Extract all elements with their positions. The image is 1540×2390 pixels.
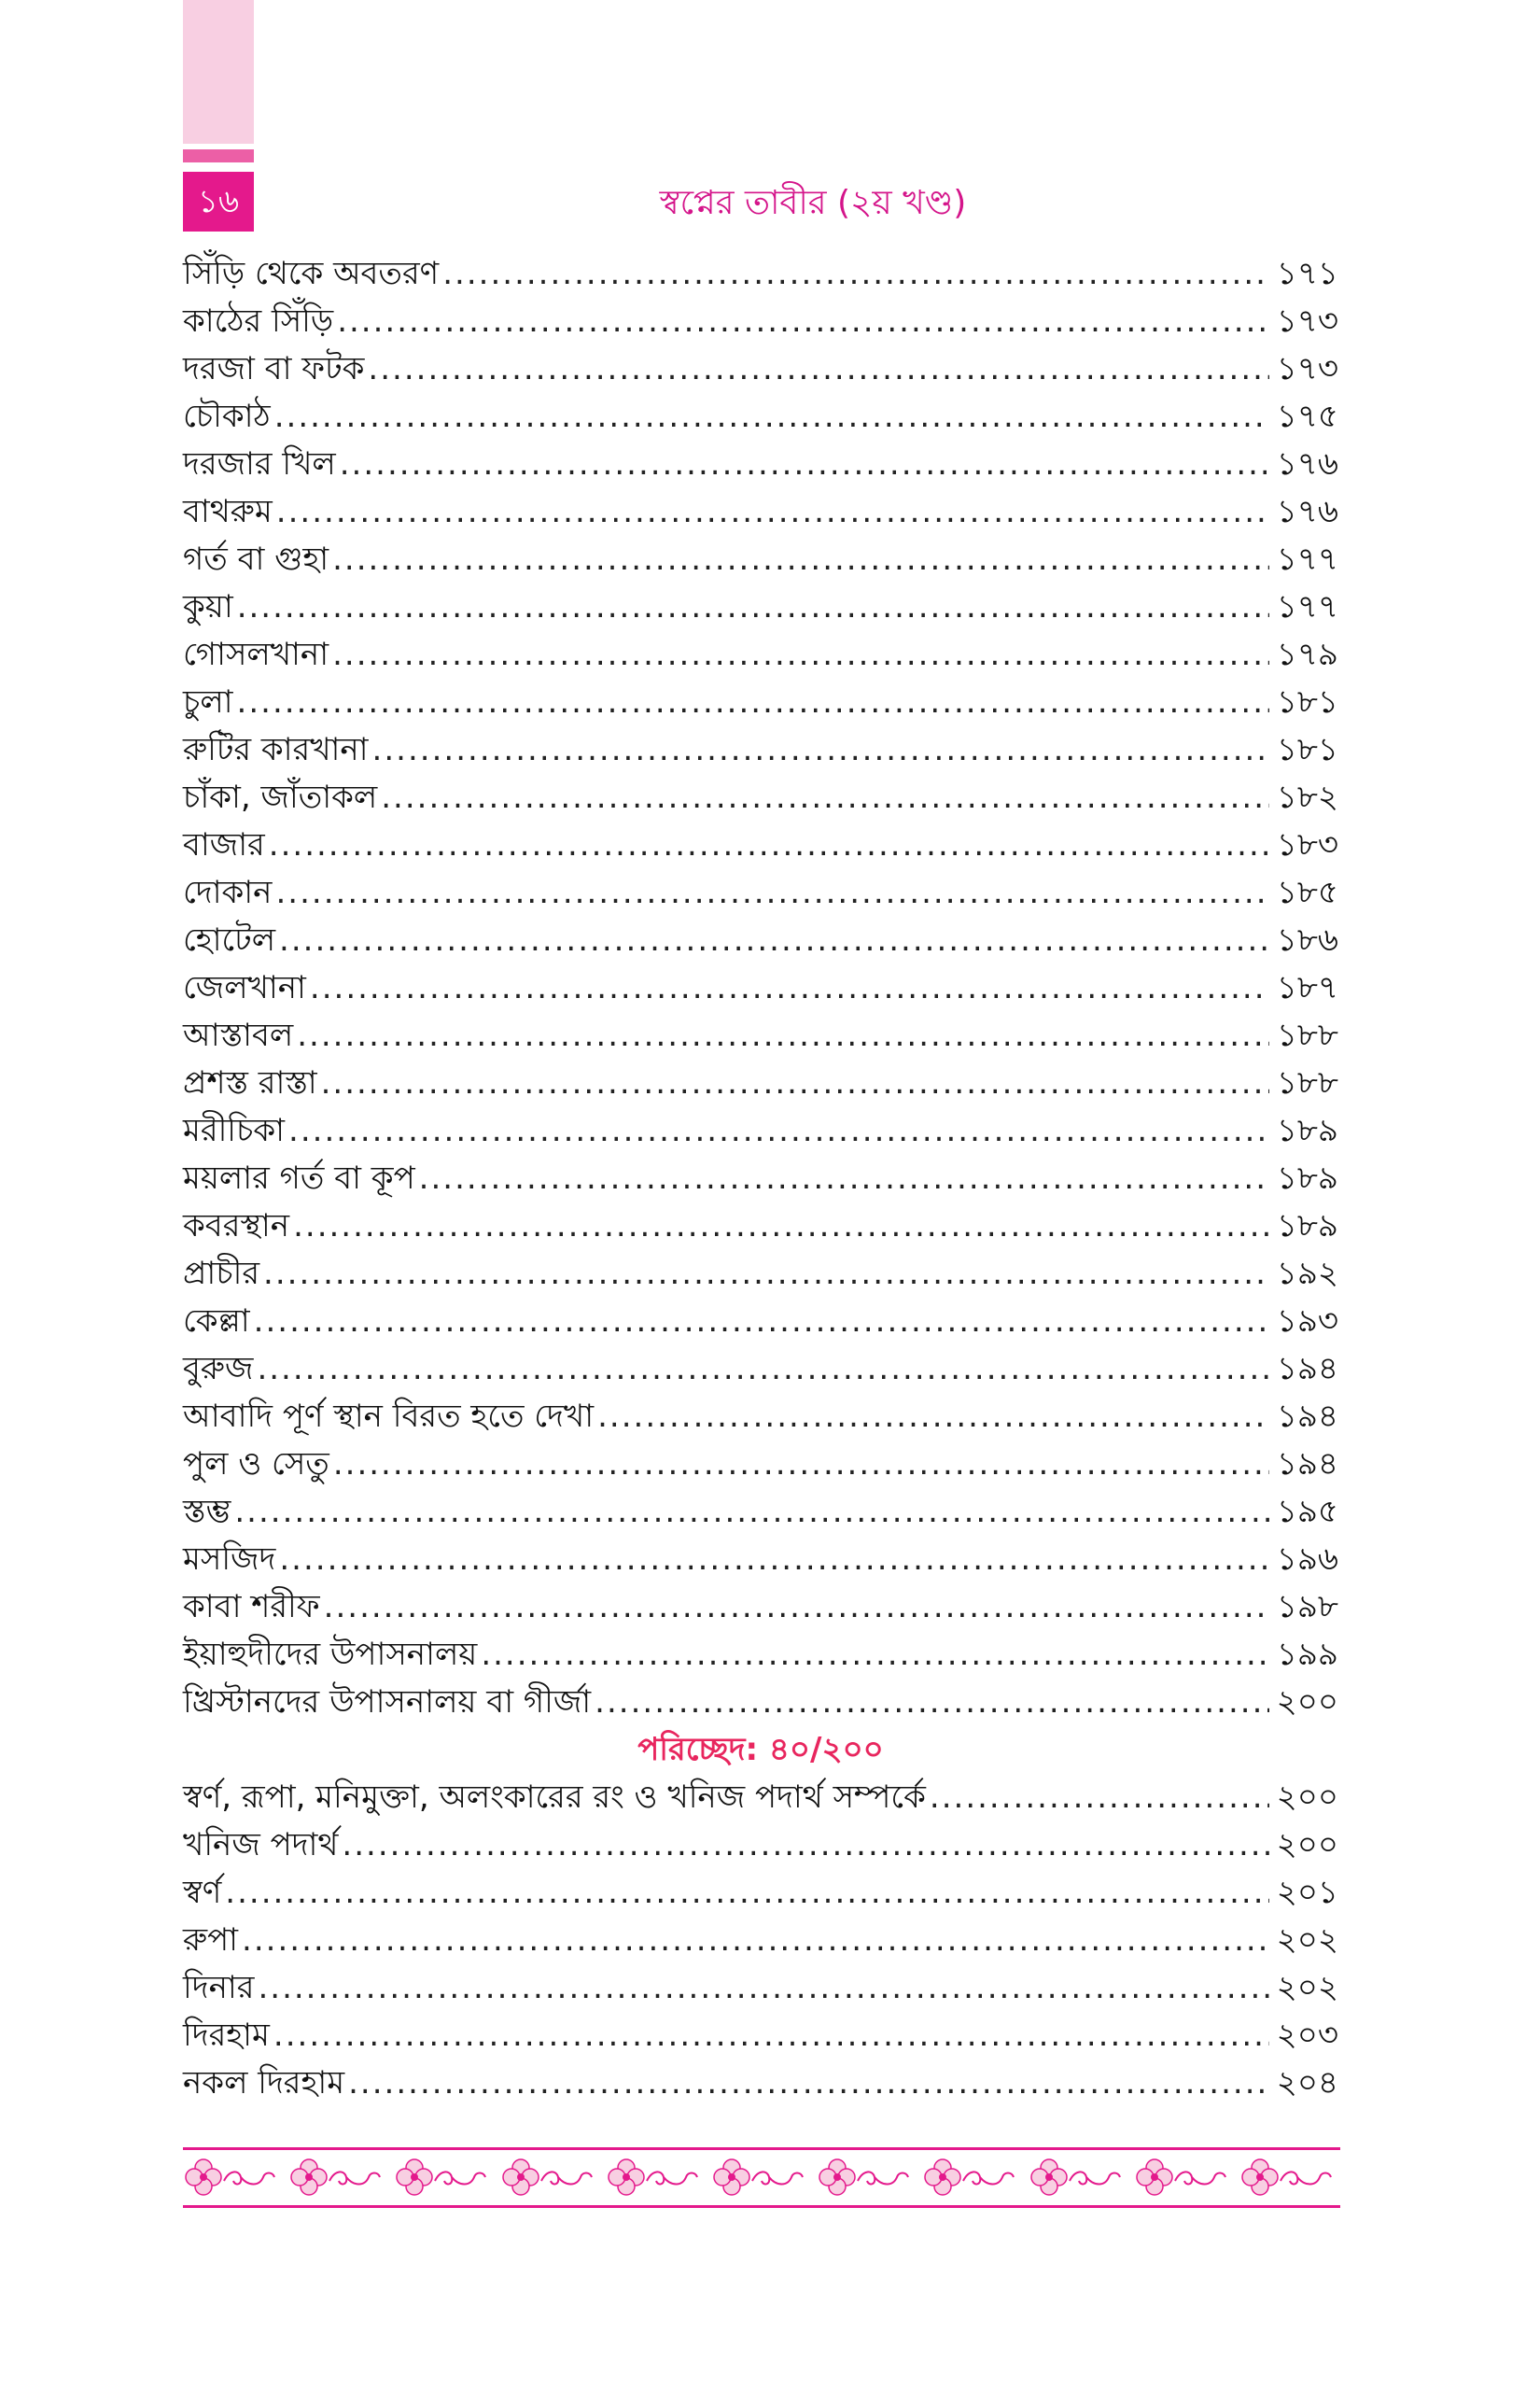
dot-leader: [258, 1964, 1269, 2012]
dot-leader: [234, 1488, 1269, 1536]
ornament-top-rule: [183, 2147, 1340, 2150]
dot-leader: [595, 1679, 1269, 1726]
toc-entry-page: ১৭৭: [1276, 588, 1338, 626]
table-of-contents: [183, 250, 1338, 2107]
toc-entry-page: ১৯৪: [1276, 1398, 1338, 1435]
toc-entry: [183, 2060, 1338, 2107]
toc-entry: [183, 1631, 1338, 1679]
toc-entry: [183, 393, 1338, 441]
toc-entry-page: ১৮৯: [1276, 1207, 1338, 1244]
toc-entry-title: স্তম্ভ: [183, 1493, 231, 1530]
dot-leader: [442, 250, 1269, 298]
toc-entry: [183, 631, 1338, 679]
toc-entry-page: ১৭৬: [1276, 493, 1338, 530]
dot-leader: [342, 1821, 1269, 1869]
toc-entry-page: ১৮৯: [1276, 1112, 1338, 1149]
toc-entry-title: কেল্লা: [183, 1302, 250, 1340]
running-title: স্বপ্নের তাবীর (২য় খণ্ড): [659, 184, 967, 222]
toc-entry-title: পুল ও সেতু: [183, 1445, 329, 1483]
toc-entry: [183, 1393, 1338, 1441]
flower-scroll-icon: [606, 2157, 707, 2198]
dot-leader: [381, 774, 1269, 822]
dot-leader: [279, 1536, 1269, 1583]
toc-entry: [183, 1155, 1338, 1202]
dot-leader: [597, 1393, 1269, 1441]
page-number: ১৬: [183, 172, 254, 232]
toc-entry-page: ১৮৫: [1276, 874, 1338, 911]
ornament-bottom-rule: [183, 2205, 1340, 2208]
toc-entry-title: কাবা শরীফ: [183, 1588, 320, 1625]
toc-entry-title: মসজিদ: [183, 1540, 276, 1578]
toc-entry: [183, 1536, 1338, 1583]
toc-entry-title: বুরুজ: [183, 1350, 254, 1387]
toc-entry-page: ২০০: [1276, 1683, 1338, 1721]
dot-leader: [273, 2012, 1269, 2060]
toc-entry-title: বাজার: [183, 826, 265, 864]
toc-entry: [183, 345, 1338, 393]
dot-leader: [368, 345, 1269, 393]
dot-leader: [419, 1155, 1269, 1202]
toc-entry-page: ২০৪: [1276, 2064, 1338, 2102]
dot-leader: [288, 1107, 1269, 1155]
toc-entry: [183, 1060, 1338, 1107]
dot-leader: [324, 1583, 1269, 1631]
flower-scroll-icon: [711, 2157, 812, 2198]
toc-entry-page: ১৭১: [1276, 255, 1338, 292]
toc-entry: [183, 1107, 1338, 1155]
toc-entry-page: ১৯৪: [1276, 1445, 1338, 1483]
toc-entry: [183, 1345, 1338, 1393]
dot-leader: [237, 583, 1269, 631]
toc-entry-title: মরীচিকা: [183, 1112, 286, 1149]
toc-entry: [183, 1583, 1338, 1631]
flower-scroll-icon: [183, 2157, 284, 2198]
toc-entry: [183, 964, 1338, 1012]
toc-entry: [183, 917, 1338, 964]
toc-entry-page: ১৯৪: [1276, 1350, 1338, 1387]
toc-entry-page: ১৮৬: [1276, 921, 1338, 959]
toc-entry: [183, 1679, 1338, 1726]
toc-entry: [183, 1250, 1338, 1298]
toc-entry-page: ১৯৫: [1276, 1493, 1338, 1530]
toc-entry-title: হোটেল: [183, 921, 276, 959]
flower-scroll-icon: [288, 2157, 389, 2198]
toc-entry-title: দোকান: [183, 874, 273, 911]
toc-entry: [183, 869, 1338, 917]
toc-entry-title: দরজার খিল: [183, 445, 336, 483]
toc-entry: [183, 1964, 1338, 2012]
toc-entry-page: ১৭৩: [1276, 302, 1338, 340]
header-tab-decoration: [183, 0, 254, 144]
flower-scroll-icon: [1239, 2157, 1340, 2198]
toc-entry-page: ১৮৮: [1276, 1017, 1338, 1054]
flower-scroll-icon: [500, 2157, 601, 2198]
toc-entry-title: চুলা: [183, 683, 233, 721]
toc-entry-title: কবরস্থান: [183, 1207, 290, 1244]
dot-leader: [293, 1202, 1269, 1250]
toc-entry-page: ২০৩: [1276, 2017, 1338, 2054]
toc-entry-page: ১৭৭: [1276, 541, 1338, 578]
toc-entry-page: ২০০: [1276, 1778, 1338, 1816]
dot-leader: [242, 1917, 1269, 1964]
dot-leader: [332, 536, 1269, 583]
toc-entry: [183, 774, 1338, 822]
toc-entry-page: ১৮১: [1276, 683, 1338, 721]
toc-entry-page: ১৯৮: [1276, 1588, 1338, 1625]
toc-entry-title: গোসলখানা: [183, 636, 329, 673]
dot-leader: [279, 917, 1269, 964]
toc-entry: [183, 1774, 1338, 1821]
flower-scroll-icon: [394, 2157, 495, 2198]
header-tab-stripe: [183, 149, 254, 162]
toc-entry: [183, 298, 1338, 345]
toc-entry-title: প্রশস্ত রাস্তা: [183, 1064, 317, 1102]
toc-entry-page: ১৯২: [1276, 1255, 1338, 1292]
toc-entry: [183, 679, 1338, 726]
toc-entry: [183, 1441, 1338, 1488]
dot-leader: [237, 679, 1269, 726]
toc-entry-page: ১৮৩: [1276, 826, 1338, 864]
toc-entry-title: আবাদি পূর্ণ স্থান বিরত হতে দেখা: [183, 1398, 595, 1435]
toc-entry-title: নকল দিরহাম: [183, 2064, 345, 2102]
toc-list: [183, 1774, 1338, 2107]
toc-entry: [183, 1202, 1338, 1250]
toc-entry: [183, 488, 1338, 536]
toc-entry: [183, 726, 1338, 774]
toc-entry: [183, 822, 1338, 869]
dot-leader: [332, 631, 1269, 679]
flower-scroll-icon: [817, 2157, 917, 2198]
toc-entry-title: আস্তাবল: [183, 1017, 294, 1054]
toc-entry: [183, 1917, 1338, 1964]
toc-entry-title: বাথরুম: [183, 493, 273, 530]
toc-entry: [183, 441, 1338, 488]
toc-entry: [183, 2012, 1338, 2060]
dot-leader: [340, 441, 1269, 488]
toc-entry-page: ১৮১: [1276, 731, 1338, 768]
toc-list: [183, 250, 1338, 1726]
toc-entry: [183, 1298, 1338, 1345]
toc-entry-page: ১৯৯: [1276, 1636, 1338, 1673]
toc-entry-title: চৌকাঠ: [183, 398, 271, 435]
toc-entry-page: ১৭৩: [1276, 350, 1338, 387]
toc-entry-title: জেলখানা: [183, 969, 306, 1006]
toc-entry-title: প্রাচীর: [183, 1255, 260, 1292]
dot-leader: [275, 869, 1269, 917]
toc-entry-title: দরজা বা ফটক: [183, 350, 365, 387]
toc-entry-title: দিরহাম: [183, 2017, 270, 2054]
toc-entry-page: ১৯৩: [1276, 1302, 1338, 1340]
dot-leader: [276, 488, 1269, 536]
dot-leader: [263, 1250, 1269, 1298]
dot-leader: [321, 1060, 1269, 1107]
dot-leader: [930, 1774, 1269, 1821]
flower-scroll-icon: [1134, 2157, 1235, 2198]
toc-entry: [183, 1012, 1338, 1060]
toc-entry-title: সিঁড়ি থেকে অবতরণ: [183, 255, 440, 292]
toc-entry-title: দিনার: [183, 1969, 255, 2006]
dot-leader: [337, 298, 1269, 345]
toc-entry-page: ১৭৯: [1276, 636, 1338, 673]
dot-leader: [310, 964, 1269, 1012]
toc-entry-page: ১৮৭: [1276, 969, 1338, 1006]
toc-entry-title: খনিজ পদার্থ: [183, 1826, 339, 1863]
dot-leader: [297, 1012, 1269, 1060]
flower-scroll-icon: [1029, 2157, 1129, 2198]
toc-entry: [183, 1869, 1338, 1917]
toc-entry-title: স্বর্ণ: [183, 1874, 222, 1911]
toc-entry-title: চাঁকা, জাঁতাকল: [183, 779, 378, 816]
toc-entry-page: ১৯৬: [1276, 1540, 1338, 1578]
flower-scroll-icon: [922, 2157, 1023, 2198]
dot-leader: [372, 726, 1269, 774]
toc-entry-title: রুপা: [183, 1921, 239, 1959]
toc-entry-title: কাঠের সিঁড়ি: [183, 302, 334, 340]
toc-entry-title: স্বর্ণ, রূপা, মনিমুক্তা, অলংকারের রং ও খনিজ পদার্থ সম্পর্কে: [183, 1778, 926, 1816]
dot-leader: [481, 1631, 1269, 1679]
dot-leader: [274, 393, 1269, 441]
toc-entry-page: ১৭৫: [1276, 398, 1338, 435]
toc-entry-title: ময়লার গর্ত বা কূপ: [183, 1160, 415, 1197]
dot-leader: [225, 1869, 1269, 1917]
toc-entry-title: রুটির কারখানা: [183, 731, 369, 768]
section-heading: পরিচ্ছেদ: ৪০/২০০: [637, 1731, 884, 1768]
footer-ornament: [183, 2153, 1340, 2201]
toc-entry-page: ২০১: [1276, 1874, 1338, 1911]
toc-entry-title: ইয়াহুদীদের উপাসনালয়: [183, 1636, 478, 1673]
toc-entry: [183, 1821, 1338, 1869]
toc-entry-page: ২০২: [1276, 1921, 1338, 1959]
toc-entry: [183, 583, 1338, 631]
dot-leader: [333, 1441, 1269, 1488]
toc-entry: [183, 536, 1338, 583]
toc-entry-title: গর্ত বা গুহা: [183, 541, 329, 578]
toc-entry: [183, 1488, 1338, 1536]
dot-leader: [348, 2060, 1269, 2107]
toc-entry-page: ২০০: [1276, 1826, 1338, 1863]
dot-leader: [269, 822, 1269, 869]
toc-entry-page: ১৭৬: [1276, 445, 1338, 483]
toc-entry-title: খ্রিস্টানদের উপাসনালয় বা গীর্জা: [183, 1683, 592, 1721]
dot-leader: [257, 1345, 1269, 1393]
toc-entry-title: কুয়া: [183, 588, 233, 626]
toc-entry: [183, 250, 1338, 298]
toc-entry-page: ২০২: [1276, 1969, 1338, 2006]
toc-entry-page: ১৮৮: [1276, 1064, 1338, 1102]
toc-entry-page: ১৮২: [1276, 779, 1338, 816]
dot-leader: [254, 1298, 1269, 1345]
toc-entry-page: ১৮৯: [1276, 1160, 1338, 1197]
